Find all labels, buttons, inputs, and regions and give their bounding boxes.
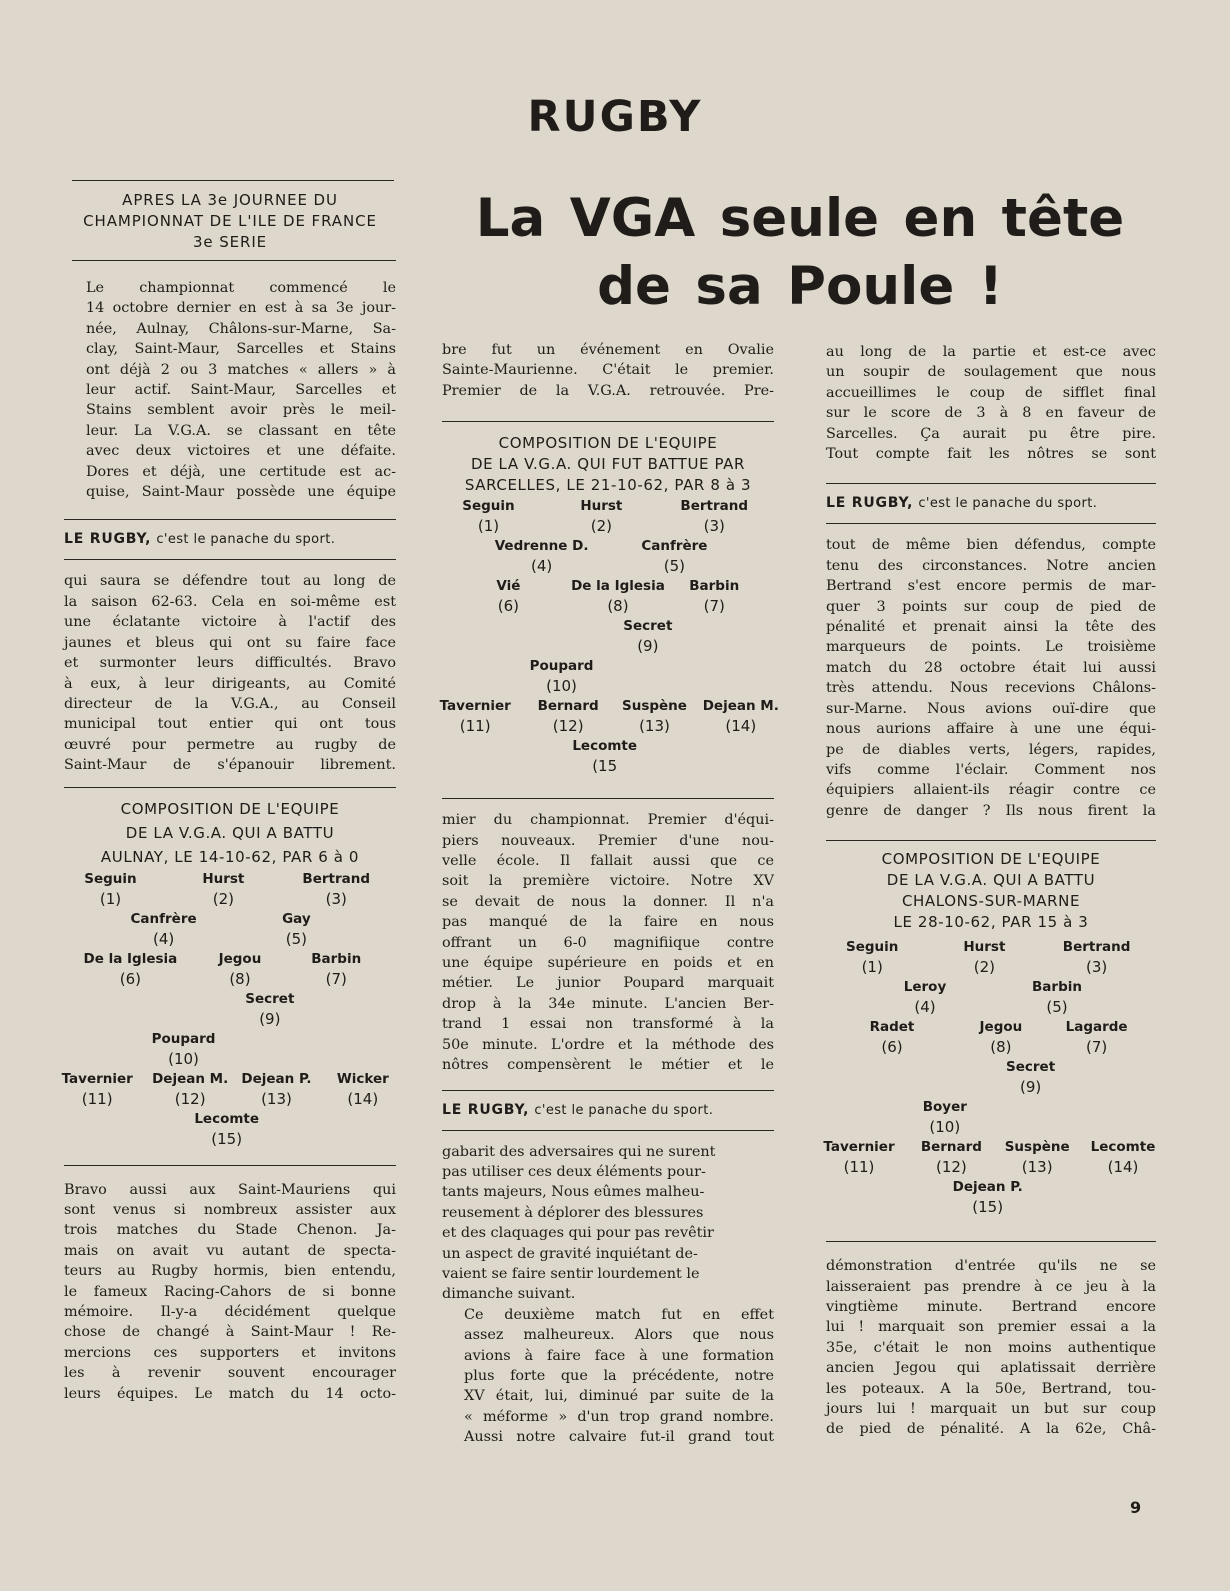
player-number: (15) xyxy=(211,1129,243,1148)
text-line: Bertrand s'est encore permis de mar- xyxy=(826,578,1156,595)
player-number: (11) xyxy=(843,1158,875,1177)
player-number: (6) xyxy=(497,597,520,616)
text-line: une éclatante victoire à l'actif des xyxy=(64,614,396,631)
section-title: RUGBY xyxy=(527,92,703,142)
player-name: Hurst xyxy=(202,870,245,887)
player-entry xyxy=(84,949,178,989)
text-line: accueillimes le coup de sifflet final xyxy=(826,384,1156,401)
text-line: très attendu. Nous recevions Châlons- xyxy=(826,680,1156,697)
player-number: (9) xyxy=(259,1009,281,1028)
text-line: offrant un 6-0 magnifiique contre xyxy=(442,934,774,951)
text-line: de pied de pénalité. A la 62e, Châ- xyxy=(826,1421,1156,1438)
player-number: (14) xyxy=(725,717,757,736)
player-entry xyxy=(1032,977,1082,1017)
text-line: laisseraient pas prendre à ce jeu à la xyxy=(826,1278,1156,1295)
column-2 xyxy=(439,340,779,1448)
text-line: Saint-Maur de s'épanouir librement. xyxy=(64,757,396,774)
player-entry xyxy=(462,496,514,536)
text-line: 35e, c'était le non moins authentique xyxy=(826,1339,1156,1356)
article-paragraph xyxy=(826,1256,1156,1440)
player-name: Secret xyxy=(623,618,673,635)
player-number: (10) xyxy=(546,677,577,696)
player-entry xyxy=(870,1017,915,1057)
player-entry xyxy=(572,736,637,776)
text-line: œuvré pour permetre au rugby de xyxy=(64,736,396,753)
text-line: velle école. Il fallait aussi que ce xyxy=(442,853,774,870)
player-entry xyxy=(311,949,361,989)
player-entry xyxy=(495,536,589,576)
headline xyxy=(470,185,1130,321)
article-paragraph xyxy=(64,1180,396,1404)
player-name: Dejean P. xyxy=(241,1070,312,1087)
text-line: gabarit des adversaires qui ne surent xyxy=(442,1143,716,1160)
player-name: Seguin xyxy=(845,939,899,956)
text-line: quer 3 points sur coup de pied de xyxy=(826,598,1156,615)
text-line: match du 28 octobre était lui aussi xyxy=(826,659,1156,676)
text-line: CHAMPIONNAT DE L'ILE DE FRANCE xyxy=(83,212,377,230)
player-name: Vié xyxy=(496,578,521,595)
text-line: à eux, à leur dirigeants, au Comité xyxy=(64,675,396,692)
slogan-bold: LE RUGBY, xyxy=(826,495,914,512)
text-line: sur-Marne. Nous avions ouï-dire que xyxy=(826,700,1156,717)
text-line: Le championnat commencé le xyxy=(86,280,396,296)
player-number: (2) xyxy=(973,958,996,977)
text-line: 14 octobre dernier en est à sa 3e jour- xyxy=(86,300,396,317)
player-name: Boyer xyxy=(922,1099,967,1116)
text-line: un aspect de gravité inquiétant de- xyxy=(442,1245,698,1262)
text-line: le fameux Racing-Cahors de si bonne xyxy=(64,1283,396,1300)
text-line: DE LA V.G.A. QUI FUT BATTUE PAR xyxy=(470,455,746,474)
player-name: Bernard xyxy=(920,1139,982,1156)
slogan xyxy=(64,528,396,550)
player-entry xyxy=(302,869,370,909)
player-number: (11) xyxy=(81,1089,113,1108)
text-line: Tout compte fait les nôtres se sont xyxy=(826,446,1156,463)
rule xyxy=(72,260,396,261)
player-name: Seguin xyxy=(84,870,137,887)
player-entry xyxy=(337,1069,389,1109)
player-number: (2) xyxy=(212,889,234,908)
rule xyxy=(442,798,774,799)
text-line: directeur de la V.G.A., au Conseil xyxy=(64,695,396,712)
player-name: Seguin xyxy=(462,498,515,515)
text-line: leur. La V.G.A. se classant en tête xyxy=(86,422,396,439)
text-line: vingtième minute. Bertrand encore xyxy=(826,1298,1156,1315)
player-number: (8) xyxy=(229,969,251,988)
player-entry xyxy=(904,977,947,1017)
player-name: Dejean M. xyxy=(702,698,779,715)
player-entry xyxy=(1091,1137,1156,1177)
player-number: (13) xyxy=(639,717,670,736)
player-entry xyxy=(921,1137,982,1177)
player-entry xyxy=(622,696,687,736)
championship-box-title xyxy=(64,190,396,253)
player-number: (5) xyxy=(285,929,308,948)
text-line: LE 28-10-62, PAR 15 à 3 xyxy=(893,913,1089,932)
article-paragraph xyxy=(826,535,1156,821)
player-entry xyxy=(580,496,622,536)
player-name: Canfrère xyxy=(641,538,708,555)
player-number: (4) xyxy=(152,929,175,948)
article-paragraph xyxy=(442,1142,774,1305)
player-name: Lecomte xyxy=(1090,1139,1156,1156)
text-line: sont venus si nombreux assister aux xyxy=(64,1201,396,1218)
column-3 xyxy=(823,342,1156,1440)
text-line: Bravo aussi aux Saint-Mauriens qui xyxy=(64,1181,396,1198)
player-entry xyxy=(823,1137,894,1177)
text-line: reusement à déplorer des blessures xyxy=(442,1204,704,1221)
text-line: mier du championnat. Premier d'équi- xyxy=(442,812,774,829)
player-name: Bertrand xyxy=(680,498,749,515)
player-entry xyxy=(241,1069,311,1109)
player-name: Poupard xyxy=(529,658,594,675)
text-line: COMPOSITION DE L'EQUIPE xyxy=(120,799,340,818)
player-entry xyxy=(194,1109,259,1149)
text-line: mémoire. Il-y-a décidément quelque xyxy=(64,1303,396,1320)
text-line: chose de changé à Saint-Maur ! Re- xyxy=(64,1324,396,1341)
team-box-title xyxy=(826,849,1156,933)
player-name: Bernard xyxy=(537,698,599,715)
text-line: Ce deuxième match fut en effet xyxy=(464,1306,774,1323)
player-name: Tavernier xyxy=(61,1070,133,1087)
player-entry xyxy=(530,656,594,696)
text-line: ont déjà 2 ou 3 matches « allers » à xyxy=(86,361,396,378)
player-number: (8) xyxy=(990,1038,1012,1057)
text-line: trand 1 essai non transformé à la xyxy=(442,1016,774,1033)
player-entry xyxy=(680,496,748,536)
text-line: teurs au Rugby hormis, bien entendu, xyxy=(64,1263,396,1280)
rule xyxy=(64,519,396,520)
player-name: Hurst xyxy=(580,498,623,515)
rule xyxy=(64,559,396,560)
text-line: tants majeurs, Nous eûmes malheu- xyxy=(442,1184,705,1201)
rule xyxy=(442,1130,774,1131)
text-line: dimanche suivant. xyxy=(442,1286,576,1303)
player-name: Secret xyxy=(1006,1059,1056,1076)
text-line: marqueurs de points. Le troisième xyxy=(826,639,1156,656)
article-paragraph xyxy=(64,571,396,775)
rule xyxy=(442,1090,774,1091)
text-line: se devait de nous la donner. Il n'a xyxy=(442,893,774,910)
text-line: CHALONS-SUR-MARNE xyxy=(901,892,1081,911)
player-entry xyxy=(496,576,520,616)
player-number: (6) xyxy=(119,969,142,988)
player-name: Dejean M. xyxy=(152,1070,229,1087)
team-lineup xyxy=(823,937,1156,1225)
text-line: avec deux victoires et une défaite. xyxy=(86,443,396,460)
text-line: métier. Le junior Poupard marquait xyxy=(442,975,774,992)
player-number: (14) xyxy=(347,1089,379,1108)
player-number: (1) xyxy=(99,889,122,908)
player-name: De la Iglesia xyxy=(83,950,178,967)
text-line: lui ! marquait son premier essai a la xyxy=(826,1319,1156,1336)
player-number: (3) xyxy=(1085,958,1108,977)
player-name: Suspène xyxy=(621,698,687,715)
player-name: Barbin xyxy=(1032,979,1082,996)
player-number: (10) xyxy=(168,1049,199,1068)
player-number: (12) xyxy=(552,717,584,736)
player-name: Dejean P. xyxy=(952,1179,1023,1196)
player-entry xyxy=(84,869,136,909)
player-entry xyxy=(703,696,779,736)
player-number: (5) xyxy=(1046,998,1068,1017)
slogan xyxy=(442,1099,774,1121)
player-number: (1) xyxy=(477,517,500,536)
player-number: (9) xyxy=(1019,1078,1042,1097)
player-number: (15) xyxy=(972,1198,1004,1217)
text-line: piers nouveaux. Premier d'une nou- xyxy=(442,832,774,849)
text-line: Sarcelles. Ça aurait pu être pire. xyxy=(826,425,1156,442)
player-number: (12) xyxy=(174,1089,206,1108)
player-number: (14) xyxy=(1107,1158,1139,1177)
player-entry xyxy=(571,576,665,616)
text-line: Stains semblent avoir près le meil- xyxy=(86,402,396,419)
player-number: (4) xyxy=(914,998,936,1017)
text-line: COMPOSITION DE L'EQUIPE xyxy=(881,850,1101,869)
player-name: Gay xyxy=(282,910,311,927)
text-line: qui saura se défendre tout au long de xyxy=(64,573,396,590)
text-line: les à revenir souvent encourager xyxy=(64,1365,396,1382)
rule xyxy=(64,1165,396,1166)
text-line: ancien Jegou qui aplatissait derrière xyxy=(826,1360,1156,1377)
player-name: De la Iglesia xyxy=(571,578,665,595)
player-entry xyxy=(131,909,197,949)
text-line: 3e SERIE xyxy=(192,233,268,251)
text-line: APRES LA 3e JOURNEE DU xyxy=(122,191,338,209)
rule xyxy=(826,523,1156,524)
rule xyxy=(442,421,774,422)
text-line: pénalité et prenait ainsi la tête des xyxy=(826,619,1156,636)
player-number: (5) xyxy=(663,557,686,576)
text-line: quise, Saint-Maur possède une équipe xyxy=(86,484,396,501)
player-entry xyxy=(1006,1057,1055,1097)
player-name: Vedrenne D. xyxy=(494,538,589,555)
article-paragraph xyxy=(442,810,774,1075)
text-line: Premier de la V.G.A. retrouvée. Pre- xyxy=(442,382,774,399)
article-paragraph xyxy=(442,340,774,401)
team-lineup xyxy=(439,496,779,788)
article-paragraph xyxy=(442,1305,774,1448)
slogan xyxy=(826,492,1156,514)
slogan-bold: LE RUGBY, xyxy=(442,1101,530,1118)
text-line: vifs comme l'éclair. Comment nos xyxy=(826,761,1156,778)
team-box-title xyxy=(442,433,774,496)
player-number: (13) xyxy=(1021,1158,1053,1177)
article-paragraph xyxy=(64,278,396,502)
player-number: (7) xyxy=(325,969,347,988)
slogan-text: c'est le panache du sport. xyxy=(534,1102,714,1118)
player-entry xyxy=(440,696,511,736)
player-number: (8) xyxy=(607,597,629,616)
text-line: démonstration d'entrée qu'ils ne se xyxy=(826,1258,1156,1275)
player-number: (1) xyxy=(861,958,883,977)
text-line: une équipe supérieure en poids et en xyxy=(442,955,774,972)
player-name: Radet xyxy=(869,1019,915,1036)
text-line: assez malheureux. Alors que nous xyxy=(464,1327,774,1344)
headline-line-1: La VGA seule en tête xyxy=(475,188,1125,249)
player-name: Barbin xyxy=(689,578,740,595)
text-line: genre de danger ? Ils nous firent la xyxy=(826,802,1156,819)
text-line: Sainte-Maurienne. C'était le premier. xyxy=(442,362,774,379)
text-line: pe de diables verts, légers, rapides, xyxy=(826,741,1156,758)
player-entry xyxy=(219,949,262,989)
player-entry xyxy=(152,1029,216,1069)
player-name: Lecomte xyxy=(572,738,638,755)
player-entry xyxy=(923,1097,967,1137)
player-name: Wicker xyxy=(336,1070,389,1087)
player-entry xyxy=(152,1069,228,1109)
player-name: Barbin xyxy=(311,950,362,967)
rule xyxy=(64,787,396,788)
player-name: Tavernier xyxy=(439,698,511,715)
player-number: (7) xyxy=(703,597,725,616)
text-line: équipiers allaient-ils réagir contre ce xyxy=(826,782,1156,799)
player-name: Hurst xyxy=(963,939,1006,956)
player-name: Bertrand xyxy=(302,870,371,887)
rule xyxy=(826,483,1156,484)
text-line: un soupir de soulagement que nous xyxy=(826,364,1156,381)
slogan-text: c'est le panache du sport. xyxy=(918,496,1098,512)
player-entry xyxy=(1005,1137,1070,1177)
player-name: Leroy xyxy=(903,979,947,996)
player-name: Bertrand xyxy=(1062,939,1131,956)
text-line: au long de la partie et est-ce avec xyxy=(826,344,1156,360)
player-entry xyxy=(846,937,898,977)
player-number: (13) xyxy=(261,1089,292,1108)
text-line: plus forte que la précédente, notre xyxy=(464,1367,774,1384)
text-line: DE LA V.G.A. QUI A BATTU xyxy=(886,871,1096,890)
article-paragraph xyxy=(826,342,1156,464)
text-line: pas manqué de la faire en nous xyxy=(442,914,774,931)
text-line: COMPOSITION DE L'EQUIPE xyxy=(498,434,718,453)
text-line: clay, Saint-Maur, Sarcelles et Stains xyxy=(86,341,396,358)
player-number: (12) xyxy=(935,1158,967,1177)
rule xyxy=(826,840,1156,841)
text-line: DE LA V.G.A. QUI A BATTU xyxy=(125,823,335,842)
player-entry xyxy=(641,536,707,576)
column-1 xyxy=(61,180,396,1404)
text-line: née, Aulnay, Châlons-sur-Marne, Sa- xyxy=(86,320,396,337)
text-line: nôtres compensèrent le métier et le xyxy=(442,1057,774,1074)
rule xyxy=(72,180,394,181)
player-entry xyxy=(1066,1017,1128,1057)
text-line: trois matches du Stade Chenon. Ja- xyxy=(64,1222,396,1239)
text-line: vaient se faire sentir lourdement le xyxy=(442,1265,700,1282)
text-line: soit la première victoire. Notre XV xyxy=(442,873,774,890)
player-entry xyxy=(963,937,1005,977)
text-line: tenu des circonstances. Notre ancien xyxy=(826,557,1156,574)
text-line: XV était, lui, diminué par suite de la xyxy=(464,1388,774,1405)
text-line: municipal tout entier qui ont tous xyxy=(64,716,396,733)
player-entry xyxy=(980,1017,1023,1057)
player-number: (9) xyxy=(637,637,659,656)
team-box-title xyxy=(64,797,396,869)
player-name: Canfrère xyxy=(130,910,197,927)
text-line: et des claquages qui pour pas revêtir xyxy=(442,1225,714,1242)
player-entry xyxy=(689,576,739,616)
player-entry xyxy=(282,909,311,949)
text-line: avions à faire face à une formation xyxy=(464,1347,774,1364)
text-line: jaunes et bleus qui ont su faire face xyxy=(64,634,396,651)
rule xyxy=(826,1241,1156,1242)
player-name: Jegou xyxy=(218,950,262,967)
text-line: et surmonter leurs difficultés. Bravo xyxy=(64,655,396,672)
player-number: (3) xyxy=(703,517,725,536)
player-number: (2) xyxy=(590,517,612,536)
player-entry xyxy=(245,989,294,1029)
headline-line-2: de sa Poule ! xyxy=(597,256,1003,317)
player-entry xyxy=(1063,937,1131,977)
slogan-text: c'est le panache du sport. xyxy=(156,532,336,548)
player-entry xyxy=(953,1177,1023,1217)
text-line: mercions ces supporters et invitons xyxy=(64,1344,396,1361)
player-number: (11) xyxy=(459,717,491,736)
player-name: Jegou xyxy=(979,1019,1023,1036)
text-line: la saison 62-63. Cela en soi-même est xyxy=(64,593,396,610)
text-line: les poteaux. A la 50e, Bertrand, tou- xyxy=(826,1380,1156,1397)
text-line: leur actif. Saint-Maur, Sarcelles et xyxy=(86,382,396,399)
team-lineup xyxy=(61,869,396,1155)
text-line: nous aurions affaire à une une équi- xyxy=(826,721,1156,738)
text-line: tout de même bien défendus, compte xyxy=(826,537,1156,554)
player-name: Lecomte xyxy=(194,1110,260,1127)
player-name: Lagarde xyxy=(1065,1019,1128,1036)
page-number: 9 xyxy=(1130,1498,1142,1517)
player-name: Secret xyxy=(245,990,295,1007)
text-line: jours lui ! marquait un but sur coup xyxy=(826,1400,1156,1417)
text-line: 50e minute. L'ordre et la méthode des xyxy=(442,1036,774,1053)
text-line: drop à la 34e minute. L'ancien Ber- xyxy=(442,995,774,1012)
player-name: Poupard xyxy=(151,1030,216,1047)
text-line: SARCELLES, LE 21-10-62, PAR 8 à 3 xyxy=(464,476,752,495)
player-number: (15 xyxy=(592,757,618,776)
text-line: bre fut un événement en Ovalie xyxy=(442,342,774,358)
text-line: AULNAY, LE 14-10-62, PAR 6 à 0 xyxy=(100,847,360,866)
player-number: (10) xyxy=(929,1118,961,1137)
text-line: sur le score de 3 à 8 en faveur de xyxy=(826,405,1156,422)
player-name: Tavernier xyxy=(823,1139,895,1156)
slogan-bold: LE RUGBY, xyxy=(64,531,152,548)
player-entry xyxy=(202,869,244,909)
player-number: (4) xyxy=(530,557,553,576)
text-line: pas utiliser ces deux éléments pour- xyxy=(442,1163,706,1180)
player-number: (6) xyxy=(881,1038,903,1057)
player-entry xyxy=(623,616,672,656)
text-line: Dores et déjà, une certitude est ac- xyxy=(86,463,396,480)
text-line: mais on avait vu autant de specta- xyxy=(64,1242,396,1259)
player-entry xyxy=(62,1069,133,1109)
text-line: Aussi notre calvaire fut-il grand tout xyxy=(464,1429,774,1446)
text-line: leurs équipes. Le match du 14 octo- xyxy=(64,1385,396,1402)
player-name: Suspène xyxy=(1004,1139,1070,1156)
text-line: « méforme » d'un trop grand nombre. xyxy=(464,1408,774,1425)
player-number: (3) xyxy=(325,889,347,908)
player-number: (7) xyxy=(1085,1038,1108,1057)
player-entry xyxy=(538,696,599,736)
